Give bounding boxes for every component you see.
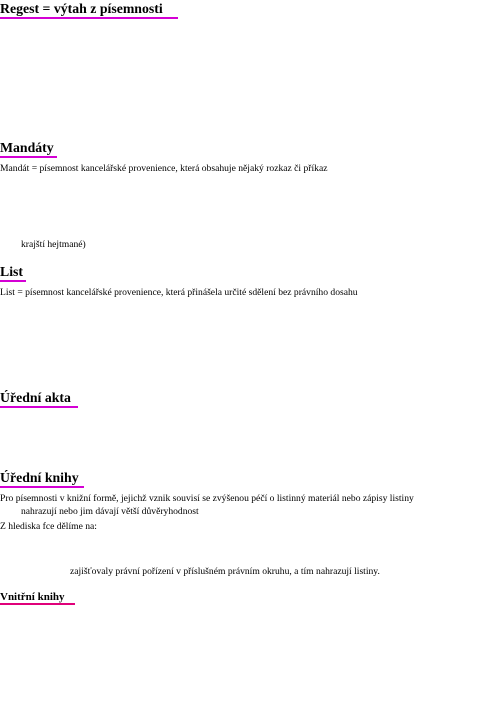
paragraph: Pro písemnosti v knižní formě, jejichž vznik souvisí se zvýšenou péčí o listinný materiál nebo zápisy listiny (0, 493, 414, 504)
heading-list: List (0, 264, 23, 279)
heading-uredni-akta: Úřední akta (0, 390, 71, 405)
heading-underline (0, 280, 26, 282)
paragraph: Mandát = písemnost kancelářské provenience, která obsahuje nějaký rozkaz či příkaz (0, 163, 328, 174)
heading-regest: Regest = výtah z písemnosti (0, 1, 163, 16)
heading-uredni-knihy: Úřední knihy (0, 470, 79, 485)
heading-vnitrni-knihy: Vnitřní knihy (0, 591, 65, 603)
heading-underline (0, 603, 75, 605)
list-item-continuation: krajští hejtmané) (21, 239, 86, 250)
heading-underline (0, 486, 84, 488)
paragraph: Z hlediska fce dělíme na: (0, 521, 97, 532)
sub-list-item-continuation: zajišťovaly právní pořízení v příslušném právním okruhu, a tím nahrazují listiny. (70, 566, 380, 577)
heading-underline (0, 17, 178, 19)
heading-underline (0, 406, 78, 408)
heading-mandaty: Mandáty (0, 140, 54, 155)
paragraph: List = písemnost kancelářské provenience, která přinášela určité sdělení bez právního dosahu (0, 287, 358, 298)
paragraph-continuation: nahrazují nebo jim dávají větší důvěryhodnost (21, 506, 199, 517)
heading-underline (0, 156, 57, 158)
